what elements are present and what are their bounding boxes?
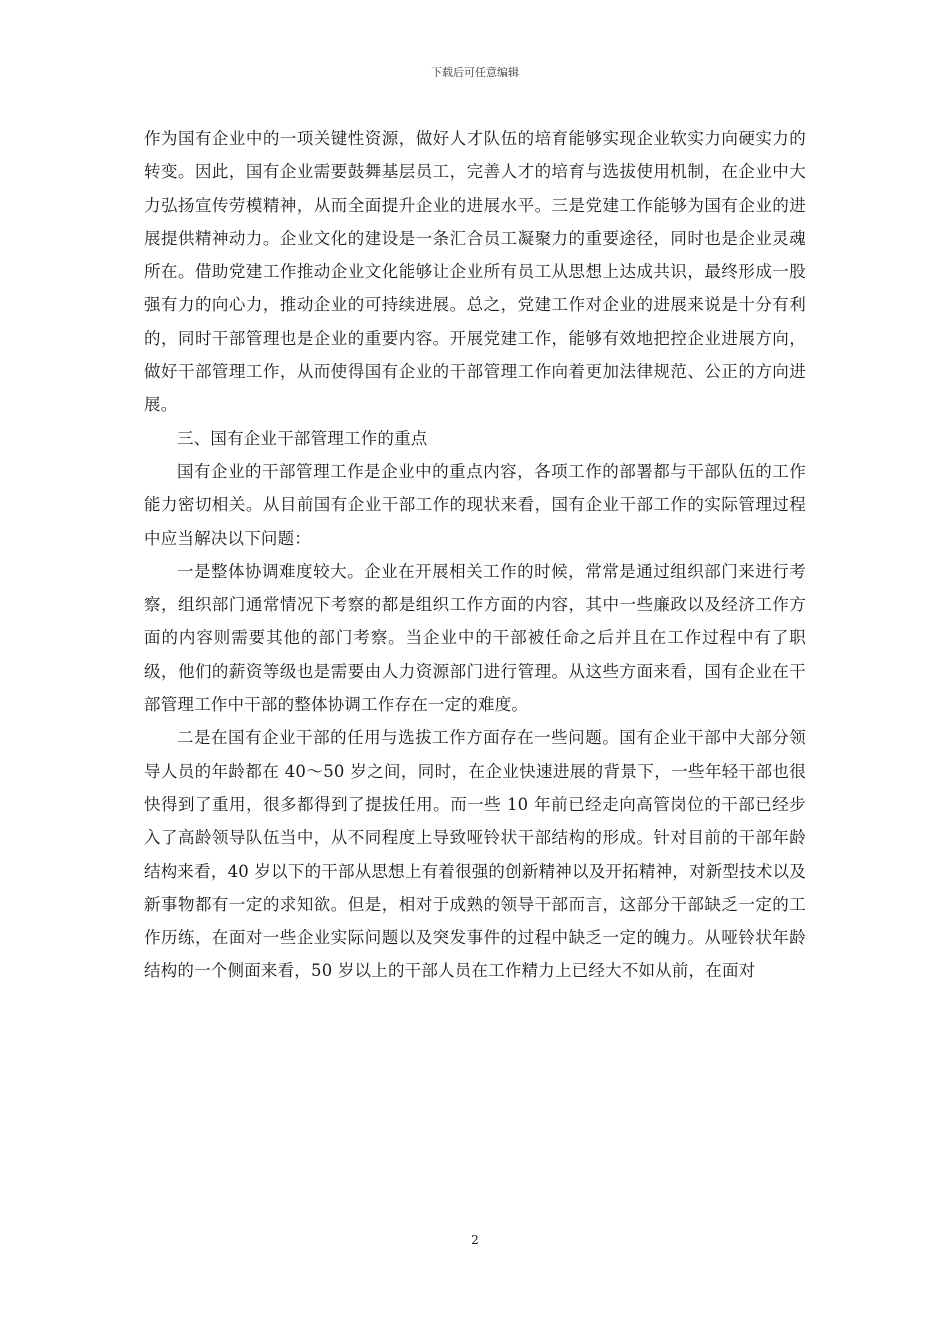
document-body [144, 122, 806, 988]
paragraph-3: 国有企业的干部管理工作是企业中的重点内容，各项工作的部署都与干部队伍的工作能力密切相关。从目前国有企业干部工作的现状来看，国有企业干部工作的实际管理过程中应当解决以下问题： [144, 461, 806, 548]
section-heading: 三、国有企业干部管理工作的重点 [177, 428, 428, 448]
paragraph-5: 二是在国有企业干部的任用与选拔工作方面存在一些问题。国有企业干部中大部分领导人员的年龄都在 40～50 岁之间，同时，在企业快速进展的背景下，一些年轻干部也很快得到了重用，很多都得到了提拔任用。而一些 10 年前已经走向高管岗位的干部已经步入了高龄领导队伍当中，从不同程度上导致哑铃状干部结构的形成。针对目前的干部年龄结构来看，40 岁以下的干部从思想上有着很强的创新精神以及开拓精神，对新型技术以及新事物都有一定的求知欲。但是，相对于成熟的领导干部而言，这部分干部缺乏一定的工作历练，在面对一些企业实际问题以及突发事件的过程中缺乏一定的魄力。从哑铃状年龄结构的一个侧面来看，50 岁以上的干部人员在工作精力上已经大不如从前，在面对 [144, 728, 806, 981]
page-header-note: 下载后可任意编辑 [431, 66, 519, 79]
paragraph-4: 一是整体协调难度较大。企业在开展相关工作的时候，常常是通过组织部门来进行考察，组织部门通常情况下考察的都是组织工作方面的内容，其中一些廉政以及经济工作方面的内容则需要其他的部门考察。当企业中的干部被任命之后并且在工作过程中有了职级，他们的薪资等级也是需要由人力资源部门进行管理。从这些方面来看，国有企业在干部管理工作中干部的整体协调工作存在一定的难度。 [144, 561, 806, 715]
paragraph-1: 作为国有企业中的一项关键性资源，做好人才队伍的培育能够实现企业软实力向硬实力的转变。因此，国有企业需要鼓舞基层员工，完善人才的培育与选拔使用机制，在企业中大力弘扬宣传劳模精神，从而全面提升企业的进展水平。三是党建工作能够为国有企业的进展提供精神动力。企业文化的建设是一条汇合员工凝聚力的重要途径，同时也是企业灵魂所在。借助党建工作推动企业文化能够让企业所有员工从思想上达成共识，最终形成一股强有力的向心力，推动企业的可持续进展。总之，党建工作对企业的进展来说是十分有利的，同时干部管理也是企业的重要内容。开展党建工作，能够有效地把控企业进展方向，做好干部管理工作，从而使得国有企业的干部管理工作向着更加法律规范、公正的方向进展。 [144, 129, 806, 415]
page-number: 2 [471, 1233, 479, 1247]
